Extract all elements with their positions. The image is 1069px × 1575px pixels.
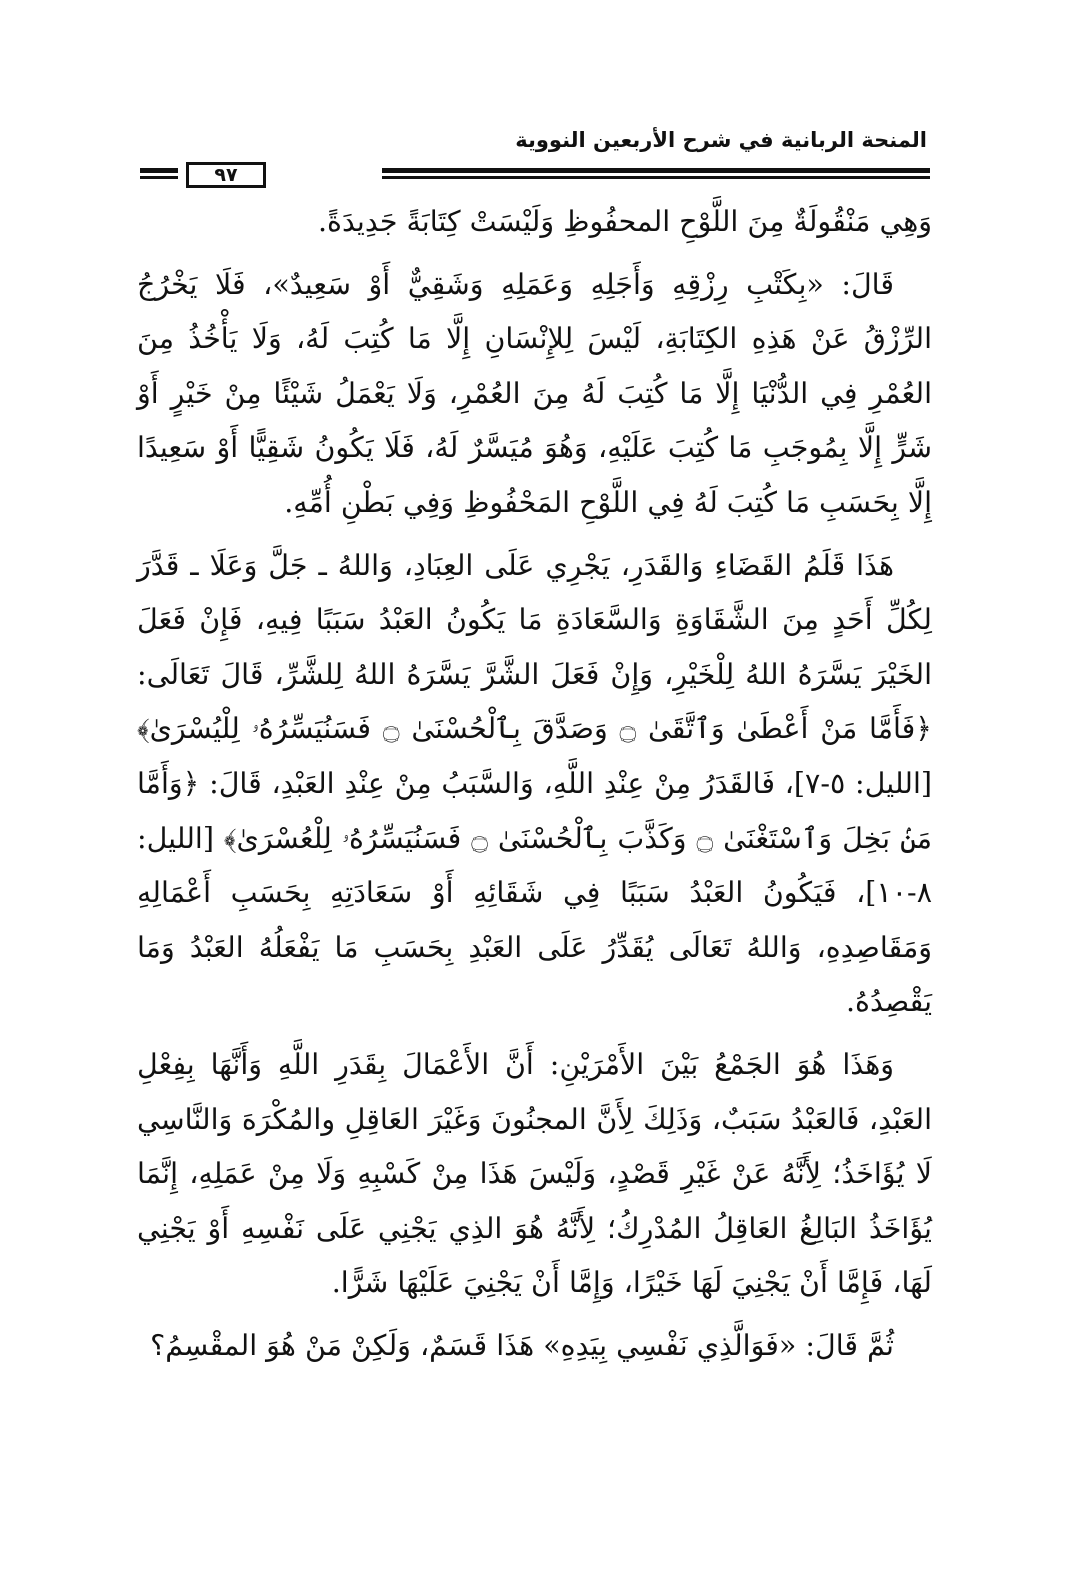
paragraph-1: وَهِي مَنْقُولَةٌ مِنَ اللَّوْحِ المحفُوظِ وَلَيْسَتْ كِتَابَةً جَدِيدَةً. (317, 205, 932, 238)
header-double-rule-left (140, 168, 178, 182)
body-text (137, 195, 932, 1373)
header-rule (140, 162, 930, 192)
book-title-header: المنحة الربانية في شرح الأربعين النووية (515, 128, 927, 152)
paragraph-5: ثُمَّ قَالَ: «فَوَالَّذِي نَفْسِي بِيَدِهِ» هَذَا قَسَمٌ، وَلَكِنْ مَنْ هُوَ المقْسِمُ؟ (150, 1328, 894, 1362)
header-double-rule-right (382, 168, 930, 182)
paragraph-4: وَهَذَا هُوَ الجَمْعُ بَيْنَ الأَمْرَيْنِ: أَنَّ الأَعْمَالَ بِقَدَرِ اللَّهِ وَأَنَّهَا بِفِعْلِ العَبْدِ، فَالعَبْدُ سَبَبٌ، وَذَلِكَ لِأَنَّ المجنُونَ وَغَيْرَ العَاقِلِ والمُكْرَهَ وَالنَّاسِي لَا يُؤَاخَذُ؛ لِأَنَّهُ عَنْ غَيْرِ قَصْدٍ، وَلَيْسَ هَذَا مِنْ كَسْبِهِ وَلَا مِنْ عَمَلِهِ، إِنَّمَا يُؤَاخَذُ البَالِغُ العَاقِلُ المُدْرِكُ؛ لِأَنَّهُ هُوَ الذِي يَجْنِي عَلَى نَفْسِهِ أَوْ يَجْنِي لَهَا، فَإِمَّا أَنْ يَجْنِيَ لَهَا خَيْرًا، وَإِمَّا أَنْ يَجْنِيَ عَلَيْهَا شَرًّا. (137, 1047, 932, 1300)
paragraph-2: قَالَ: «بِكَتْبِ رِزْقِهِ وَأَجَلِهِ وَعَمَلِهِ وَشَقِيٌّ أَوْ سَعِيدٌ»، فَلَا يَخْرُجُ الرِّزْقُ عَنْ هَذِهِ الكِتَابَةِ، لَيْسَ لِلإِنْسَانِ إِلَّا مَا كُتِبَ لَهُ، وَلَا يَأْخُذُ مِنَ العُمْرِ فِي الدُّنْيَا إِلَّا مَا كُتِبَ لَهُ مِنَ العُمْرِ، وَلَا يَعْمَلُ شَيْئًا مِنْ خَيْرٍ أَوْ شَرٍّ إِلَّا بِمُوجَبِ مَا كُتِبَ عَلَيْهِ، وَهُوَ مُيَسَّرٌ لَهُ، فَلَا يَكُونُ شَقِيًّا أَوْ سَعِيدًا إِلَّا بِحَسَبِ مَا كُتِبَ لَهُ فِي اللَّوْحِ المَحْفُوظِ وَفِي بَطْنِ أُمِّهِ. (137, 267, 932, 519)
page-number: ٩٧ (186, 162, 266, 188)
paragraph-3: هَذَا قَلَمُ القَضَاءِ وَالقَدَرِ، يَجْرِي عَلَى العِبَادِ، وَاللهُ ـ جَلَّ وَعَلَا ـ قَدَّرَ لِكُلِّ أَحَدٍ مِنَ الشَّقَاوَةِ وَالسَّعَادَةِ مَا يَكُونُ العَبْدُ سَبَبًا فِيهِ، فَإِنْ فَعَلَ الخَيْرَ يَسَّرَهُ اللهُ لِلْخَيْرِ، وَإِنْ فَعَلَ الشَّرَّ يَسَّرَهُ اللهُ لِلشَّرِّ، قَالَ تَعَالَى: ﴿فَأَمَّا مَنْ أَعْطَىٰ وَٱتَّقَىٰ ۝ وَصَدَّقَ بِٱلْحُسْنَىٰ ۝ فَسَنُيَسِّرُهُۥ لِلْيُسْرَىٰ﴾ [الليل: ٥-٧]، فَالقَدَرُ مِنْ عِنْدِ اللَّهِ، وَالسَّبَبُ مِنْ عِنْدِ العَبْدِ، قَالَ: ﴿وَأَمَّا مَنۢ بَخِلَ وَٱسْتَغْنَىٰ ۝ وَكَذَّبَ بِٱلْحُسْنَىٰ ۝ فَسَنُيَسِّرُهُۥ لِلْعُسْرَىٰ﴾ [الليل: ٨-١٠]، فَيَكُونُ العَبْدُ سَبَبًا فِي شَقَائِهِ أَوْ سَعَادَتِهِ بِحَسَبِ أَعْمَالِهِ وَمَقَاصِدِهِ، وَاللهُ تَعَالَى يُقَدِّرُ عَلَى العَبْدِ بِحَسَبِ مَا يَفْعَلُهُ العَبْدُ وَمَا يَقْصِدُهُ. (137, 548, 932, 1019)
